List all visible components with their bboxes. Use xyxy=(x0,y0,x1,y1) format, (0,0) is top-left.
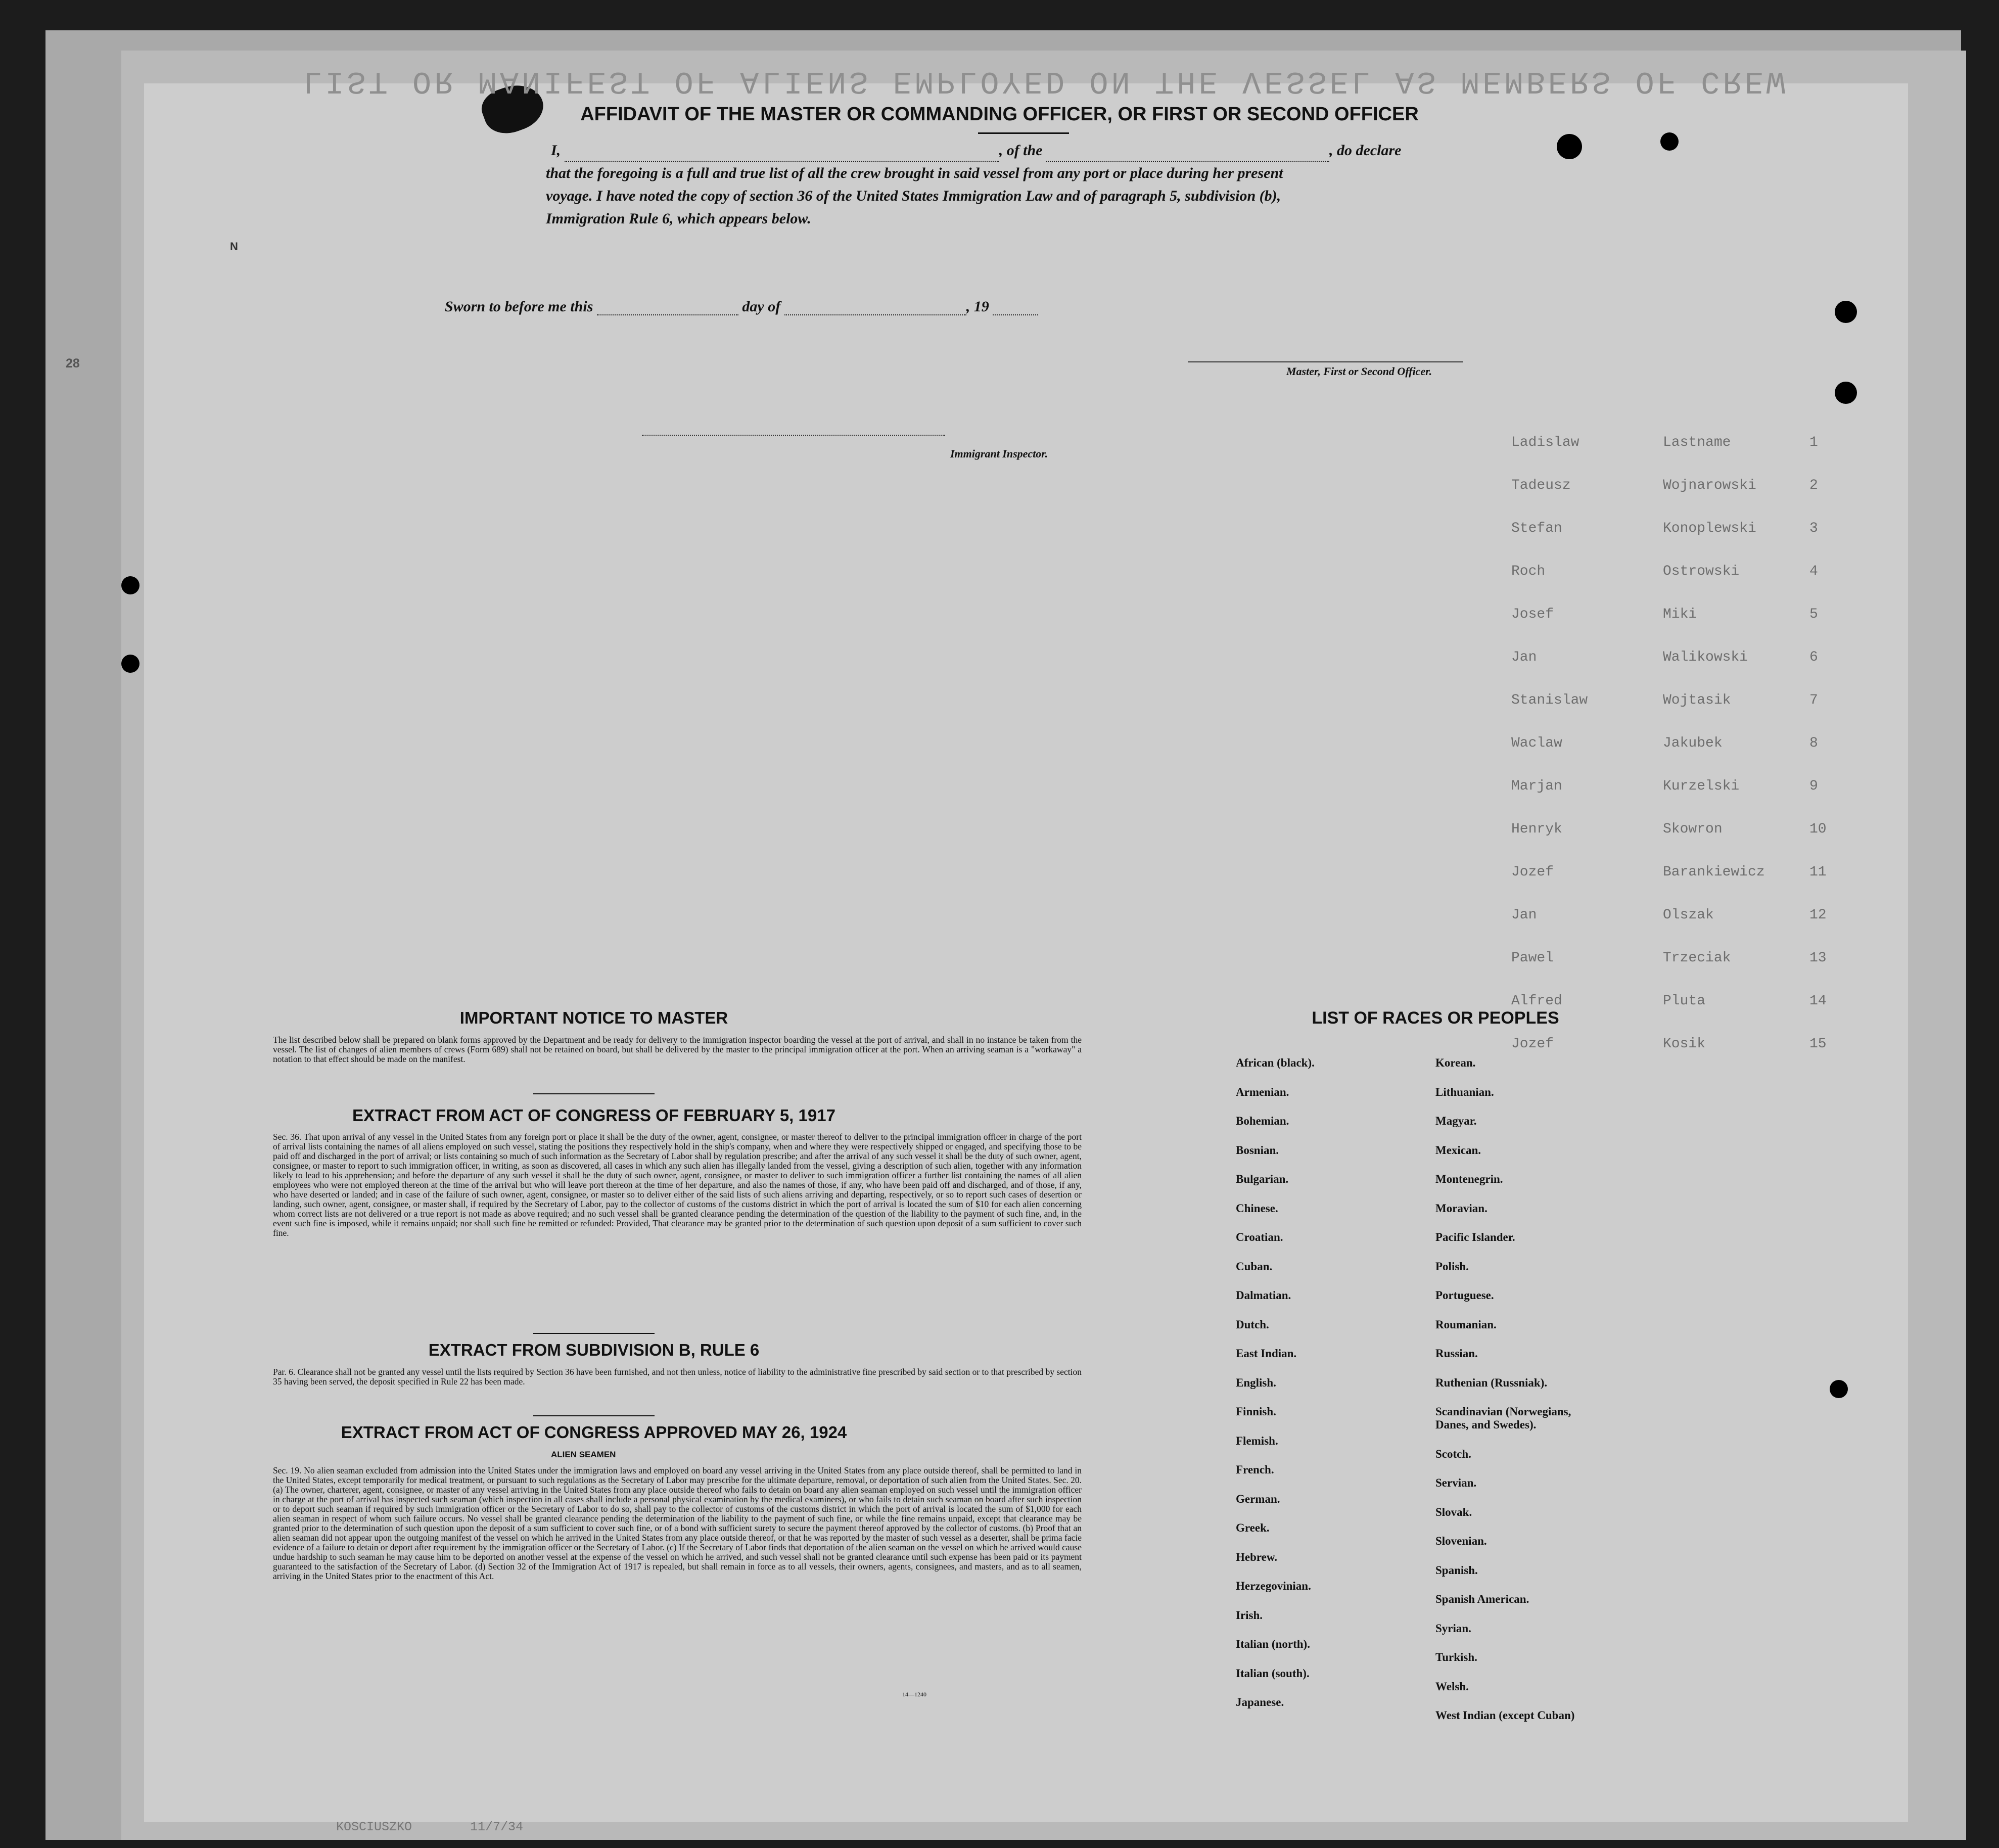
showthrough-first-name: Jan xyxy=(1511,907,1537,923)
race-entry: Herzegovinian. xyxy=(1236,1580,1311,1592)
showthrough-last-name: Barankiewicz xyxy=(1663,864,1765,880)
race-entry: Polish. xyxy=(1435,1260,1469,1273)
master-signature-line xyxy=(1188,361,1463,362)
affidavit-i: I, xyxy=(551,142,561,159)
showthrough-first-name: Stefan xyxy=(1511,521,1562,536)
showthrough-last-name: Wojtasik xyxy=(1663,692,1731,708)
affidavit-line-4: Immigration Rule 6, which appears below. xyxy=(546,210,811,227)
race-entry: Ruthenian (Russniak). xyxy=(1435,1376,1548,1389)
showthrough-first-name: Jozef xyxy=(1511,1036,1554,1052)
affidavit-text xyxy=(399,139,1511,230)
sworn-text-2: day of xyxy=(742,298,781,315)
master-label: Master, First or Second Officer. xyxy=(1286,365,1432,378)
bottom-ship-name: KOSCIUSZKO xyxy=(336,1820,412,1834)
title-rule xyxy=(978,132,1069,134)
showthrough-last-name: Miki xyxy=(1663,607,1697,622)
race-entry: Cuban. xyxy=(1236,1260,1273,1273)
race-entry: Bulgarian. xyxy=(1236,1173,1289,1185)
race-entry: East Indian. xyxy=(1236,1347,1297,1360)
race-entry: Dalmatian. xyxy=(1236,1289,1291,1302)
alien-seamen-heading: ALIEN SEAMEN xyxy=(551,1450,616,1459)
race-entry: Moravian. xyxy=(1435,1202,1487,1215)
section-divider xyxy=(533,1093,655,1094)
race-entry: Scotch. xyxy=(1435,1447,1471,1460)
race-entry: African (black). xyxy=(1236,1056,1315,1069)
race-entry: Pacific Islander. xyxy=(1435,1231,1515,1243)
race-entry: German. xyxy=(1236,1492,1280,1505)
race-entry: Irish. xyxy=(1236,1608,1263,1622)
showthrough-row-number: 14 xyxy=(1809,993,1827,1009)
showthrough-row-number: 1 xyxy=(1809,435,1818,450)
showthrough-first-name: Josef xyxy=(1511,607,1554,622)
section-divider xyxy=(533,1415,655,1416)
section-divider xyxy=(533,1333,655,1334)
showthrough-last-name: Konoplewski xyxy=(1663,521,1756,536)
race-entry: Italian (south). xyxy=(1236,1667,1310,1680)
showthrough-first-name: Jan xyxy=(1511,650,1537,665)
affidavit-of-the: , of the xyxy=(999,142,1043,159)
year-blank xyxy=(993,314,1038,315)
showthrough-row-number: 10 xyxy=(1809,821,1827,837)
showthrough-first-name: Pawel xyxy=(1511,950,1554,966)
extract-1924-title: EXTRACT FROM ACT OF CONGRESS APPROVED MAY 26, 1924 xyxy=(341,1423,847,1442)
showthrough-row-number: 7 xyxy=(1809,692,1818,708)
race-entry: Montenegrin. xyxy=(1435,1173,1503,1185)
race-entry: Croatian. xyxy=(1236,1231,1283,1243)
showthrough-row-number: 6 xyxy=(1809,650,1818,665)
extract-1924-text: Sec. 19. No alien seaman excluded from admission into the United States under the immigration laws and employed on board any vessel arriving in the United States from any place outside thereof, shall be permitted to land in the United States, except temporarily for medical treatment, or pursuant to such regulations as the Secretary of Labor may prescribe for the ultimate departure, removal, or deportation of such alien from the United States. Sec. 20. (a) The owner, charterer, agent, consignee, or master of any vessel arriving in the United States from any place outside thereof who fails to detain on board any alien seaman employed on such vessel until the immigration officer in charge at the port of arrival has inspected such seaman (which inspection in all cases shall include a personal physical examination by the medical examiners), or who fails to detain such seaman on board after such inspection or to deport such seaman if required by such immigration officer or the Secretary of Labor to do so, shall pay to the collector of customs of the customs district in which the port of arrival is located the sum of $1,000 for each alien seaman in respect of whom such failure occurs. No vessel shall be granted clearance pending the determination of the liability to the payment of such fine, or while the fine remains unpaid, except that clearance may be granted prior to the determination of such question upon the deposit of a sum sufficient to cover such fine, or of a bond with sufficient surety to secure the payment thereof approved by the collector of customs. (b) Proof that an alien seaman did not appear upon the outgoing manifest of the vessel on which he arrived in the United States from any place outside thereof, or that he was reported by the master of such vessel as a deserter, shall be prima facie evidence of a failure to detain or deport after requirement by the immigration officer or the Secretary of Labor. (c) If the Secretary of Labor finds that deportation of the alien seaman on the vessel on which he arrived would cause undue hardship to such seaman he may cause him to be deported on another vessel at the expense of the vessel on which he arrived, and such vessel shall not be granted clearance until such expense has been paid or its payment guaranteed to the satisfaction of the Secretary of Labor. (d) Section 32 of the Immigration Act of 1917 is repealed, but shall remain in force as to all vessels, their owners, agents, consignees, and masters, and as to all seamen, arriving in the United States prior to the enactment of this Act. xyxy=(273,1465,1082,1581)
race-entry: Mexican. xyxy=(1435,1143,1481,1157)
day-blank xyxy=(597,314,738,315)
punch-hole xyxy=(1835,301,1857,323)
sworn-text-3: , 19 xyxy=(966,298,989,315)
showthrough-row xyxy=(167,821,1885,842)
race-entry: Slovenian. xyxy=(1435,1535,1487,1547)
affidavit-declare: , do declare xyxy=(1329,142,1402,159)
race-entry: Danes, and Swedes). xyxy=(1435,1418,1537,1431)
race-entry: Greek. xyxy=(1236,1521,1270,1534)
extract-1917-title: EXTRACT FROM ACT OF CONGRESS OF FEBRUARY 5, 1917 xyxy=(352,1106,835,1125)
showthrough-row xyxy=(167,692,1885,713)
showthrough-row xyxy=(167,778,1885,799)
extract-1917-text: Sec. 36. That upon arrival of any vessel in the United States from any foreign port or place it shall be the duty of the owner, agent, consignee, or master thereof to deliver to the principal immigration officer in charge of the port of arrival lists containing the names of all aliens employed on such vessel, stating the positions they respectively hold in the ship's company, when and where they were respectively shipped or engaged, and specifying those to be paid off and discharged in the port of arrival; or lists containing so much of such information as the Secretary of Labor shall by regulation prescribe; and after the arrival of any such vessel it shall be the duty of such owner, agent, consignee, or master to report to such immigration officer, in writing, as soon as discovered, all cases in which any such alien has illegally landed from the vessel, giving a description of such alien, together with any information likely to lead to his apprehension; and before the departure of any such vessel it shall be the duty of such owner, agent, consignee, or master to deliver to such immigration officer a further list containing the names of all alien employees who were not employed thereon at the time of the arrival but who will leave port thereon at the time of her departure, and also the names of those, if any, who have been paid off and discharged, and of those, if any, who have deserted or landed; and in case of the failure of such owner, agent, consignee, or master so to deliver either of the said lists of such aliens arriving and departing, respectively, or so to report such cases of desertion or landing, such owner, agent, consignee, or master shall, if required by the Secretary of Labor, pay to the collector of customs of the customs district in which the port of arrival is located the sum of $10 for each alien concerning whom correct lists are not delivered or a true report is not made as above required; and no such vessel shall be granted clearance pending the determination of the question of the liability to the payment of such fine, and, in the event such fine is imposed, while it remains unpaid; nor shall such fine be remitted or refunded: Provided, That clearance may be granted prior to the determination of such question upon deposit of a sum sufficient to cover such fine. xyxy=(273,1132,1082,1238)
showthrough-last-name: Ostrowski xyxy=(1663,564,1740,579)
race-entry: Flemish. xyxy=(1236,1434,1278,1447)
affidavit-title: AFFIDAVIT OF THE MASTER OR COMMANDING OFFICER, OR FIRST OR SECOND OFFICER xyxy=(580,104,1419,125)
showthrough-last-name: Olszak xyxy=(1663,907,1714,923)
race-entry: Portuguese. xyxy=(1435,1289,1494,1302)
race-entry: West Indian (except Cuban) xyxy=(1435,1709,1575,1722)
showthrough-row-number: 5 xyxy=(1809,607,1818,622)
race-entry: Magyar. xyxy=(1435,1115,1477,1127)
showthrough-row xyxy=(167,607,1885,627)
notice-title: IMPORTANT NOTICE TO MASTER xyxy=(459,1008,728,1027)
showthrough-first-name: Henryk xyxy=(1511,821,1562,837)
margin-number: 28 xyxy=(66,356,80,371)
showthrough-row xyxy=(167,864,1885,885)
showthrough-row-number: 3 xyxy=(1809,521,1818,536)
sworn-text-1: Sworn to before me this xyxy=(445,298,593,315)
race-entry: Roumanian. xyxy=(1435,1318,1497,1331)
showthrough-row-number: 11 xyxy=(1809,864,1827,880)
race-entry: Turkish. xyxy=(1435,1651,1477,1664)
showthrough-last-name: Wojnarowski xyxy=(1663,478,1756,493)
affidavit-line-2: that the foregoing is a full and true list of all the crew brought in said vessel from any port or place during her present xyxy=(546,165,1283,181)
race-entry: Hebrew. xyxy=(1236,1550,1277,1563)
race-entry: Slovak. xyxy=(1435,1505,1472,1518)
showthrough-first-name: Ladislaw xyxy=(1511,435,1579,450)
showthrough-row-number: 9 xyxy=(1809,778,1818,794)
punch-hole xyxy=(121,576,140,594)
punch-hole xyxy=(1557,134,1582,159)
affidavit-line-3: voyage. I have noted the copy of section 36 of the United States Immigration Law and of paragraph 5, subdivision (b), xyxy=(546,188,1281,204)
race-entry: Bosnian. xyxy=(1236,1143,1279,1157)
showthrough-row xyxy=(167,907,1885,928)
showthrough-row-number: 2 xyxy=(1809,478,1818,493)
month-blank xyxy=(784,314,966,315)
race-entry: French. xyxy=(1236,1463,1274,1476)
race-entry: English. xyxy=(1236,1376,1276,1389)
punch-hole xyxy=(1830,1380,1848,1398)
race-entry: Welsh. xyxy=(1435,1680,1469,1693)
showthrough-last-name: Kosik xyxy=(1663,1036,1706,1052)
showthrough-row-number: 8 xyxy=(1809,735,1818,751)
showthrough-last-name: Skowron xyxy=(1663,821,1723,837)
races-title: LIST OF RACES OR PEOPLES xyxy=(1312,1008,1559,1028)
showthrough-row xyxy=(167,735,1885,756)
showthrough-row xyxy=(167,478,1885,498)
race-entry: Korean. xyxy=(1435,1056,1476,1069)
form-number: 14—1240 xyxy=(902,1691,926,1698)
inspector-label: Immigrant Inspector. xyxy=(950,447,1048,460)
showthrough-first-name: Jozef xyxy=(1511,864,1554,880)
race-entry: Italian (north). xyxy=(1236,1638,1310,1650)
showthrough-first-name: Stanislaw xyxy=(1511,692,1588,708)
showthrough-row xyxy=(167,521,1885,541)
race-entry: Russian. xyxy=(1435,1347,1478,1360)
showthrough-last-name: Lastname xyxy=(1663,435,1731,450)
showthrough-row-number: 4 xyxy=(1809,564,1818,579)
sworn-line xyxy=(445,298,1038,315)
showthrough-last-name: Pluta xyxy=(1663,993,1706,1009)
showthrough-first-name: Roch xyxy=(1511,564,1546,579)
showthrough-row xyxy=(167,650,1885,670)
showthrough-row xyxy=(167,950,1885,971)
punch-hole xyxy=(1660,132,1679,151)
race-entry: Finnish. xyxy=(1236,1405,1276,1418)
showthrough-last-name: Walikowski xyxy=(1663,650,1748,665)
race-entry: Chinese. xyxy=(1236,1202,1278,1215)
race-entry: Spanish American. xyxy=(1435,1593,1529,1605)
showthrough-first-name: Marjan xyxy=(1511,778,1562,794)
race-entry: Armenian. xyxy=(1236,1085,1289,1098)
showthrough-first-name: Alfred xyxy=(1511,993,1562,1009)
showthrough-last-name: Jakubek xyxy=(1663,735,1723,751)
race-entry: Lithuanian. xyxy=(1435,1085,1494,1098)
showthrough-row xyxy=(167,564,1885,584)
race-entry: Syrian. xyxy=(1435,1622,1471,1635)
race-entry: Bohemian. xyxy=(1236,1115,1289,1127)
showthrough-row-number: 13 xyxy=(1809,950,1827,966)
showthrough-row-number: 12 xyxy=(1809,907,1827,923)
punch-hole xyxy=(121,655,140,673)
race-entry: Scandinavian (Norwegians, xyxy=(1435,1405,1571,1418)
bottom-date: 11/7/34 xyxy=(470,1820,524,1834)
race-entry: Japanese. xyxy=(1236,1696,1284,1708)
showthrough-first-name: Waclaw xyxy=(1511,735,1562,751)
subdivision-text: Par. 6. Clearance shall not be granted any vessel until the lists required by Section 36 have been furnished, and not then unless, notice of liability to the administrative fine prescribed by said section or to that prescribed by section 35 having been served, the deposit specified in Rule 22 has been made. xyxy=(273,1367,1082,1387)
showthrough-first-name: Tadeusz xyxy=(1511,478,1571,493)
race-entry: Spanish. xyxy=(1435,1563,1478,1577)
race-entry: Dutch. xyxy=(1236,1318,1269,1331)
subdivision-title: EXTRACT FROM SUBDIVISION B, RULE 6 xyxy=(428,1341,760,1359)
punch-hole xyxy=(1835,382,1857,404)
showthrough-row xyxy=(167,435,1885,455)
notice-text: The list described below shall be prepared on blank forms approved by the Department and be ready for delivery to the immigration inspector boarding the vessel at the port of arrival, and shall in no instance be taken from the vessel. The list of changes of alien members of crews (Form 689) shall not be retained on board, but shall be delivered by the master to the principal immigration officer at the port. When an arriving seaman is a "workaway" a notation to that effect should be made on the manifest. xyxy=(273,1035,1082,1064)
showthrough-last-name: Kurzelski xyxy=(1663,778,1740,794)
showthrough-title: LIST OR MANIFEST OF ALIENS EMPLOYED ON THE VESSEL AS MEMBERS OF CREW xyxy=(303,63,1789,99)
race-entry: Servian. xyxy=(1435,1476,1477,1489)
showthrough-row-number: 15 xyxy=(1809,1036,1827,1052)
corner-mark: N xyxy=(230,240,238,253)
showthrough-last-name: Trzeciak xyxy=(1663,950,1731,966)
